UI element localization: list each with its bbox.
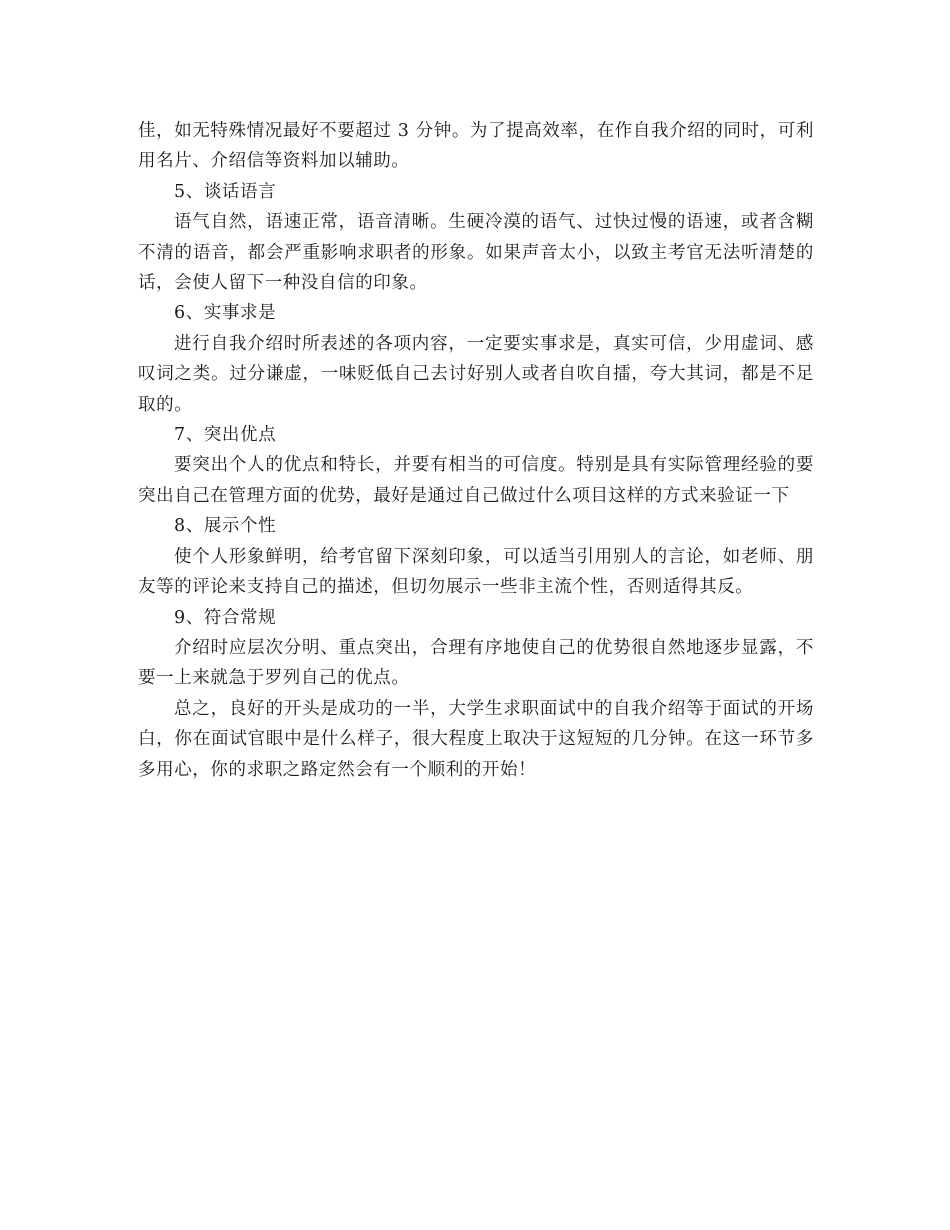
paragraph-conventions: 介绍时应层次分明、重点突出，合理有序地使自己的优势很自然地逐步显露，不要一上来就急于罗列自己的优点。 <box>138 637 814 689</box>
section-heading-7: 7、突出优点 <box>174 425 277 446</box>
section-heading-8: 8、展示个性 <box>174 516 277 537</box>
section-heading-9: 9、符合常规 <box>174 607 277 628</box>
document-body <box>138 116 814 785</box>
paragraph-personality: 使个人形象鲜明，给考官留下深刻印象，可以适当引用别人的言论，如老师、朋友等的评论来支持自己的描述，但切勿展示一些非主流个性，否则适得其反。 <box>138 546 814 598</box>
paragraph-strengths: 要突出个人的优点和特长，并要有相当的可信度。特别是具有实际管理经验的要突出自己在管理方面的优势，最好是通过自己做过什么项目这样的方式来验证一下 <box>138 455 814 506</box>
paragraph-speech-language: 语气自然，语速正常，语音清晰。生硬冷漠的语气、过快过慢的语速，或者含糊不清的语音，都会严重影响求职者的形象。如果声音太小，以致主考官无法听清楚的话，会使人留下一种没自信的印象。 <box>138 212 814 294</box>
section-heading-5: 5、谈话语言 <box>174 181 277 202</box>
paragraph-truthfulness: 进行自我介绍时所表述的各项内容，一定要实事求是，真实可信，少用虚词、感叹词之类。过分谦虚，一味贬低自己去讨好别人或者自吹自擂，夸大其词，都是不足取的。 <box>138 333 814 415</box>
paragraph-continuation: 佳，如无特殊情况最好不要超过 3 分钟。为了提高效率，在作自我介绍的同时，可利用名片、介绍信等资料加以辅助。 <box>138 121 814 172</box>
section-heading-6: 6、实事求是 <box>174 303 277 324</box>
paragraph-conclusion: 总之，良好的开头是成功的一半，大学生求职面试中的自我介绍等于面试的开场白，你在面试官眼中是什么样子，很大程度上取决于这短短的几分钟。在这一环节多多用心，你的求职之路定然会有一个顺利的开始！ <box>138 698 814 780</box>
